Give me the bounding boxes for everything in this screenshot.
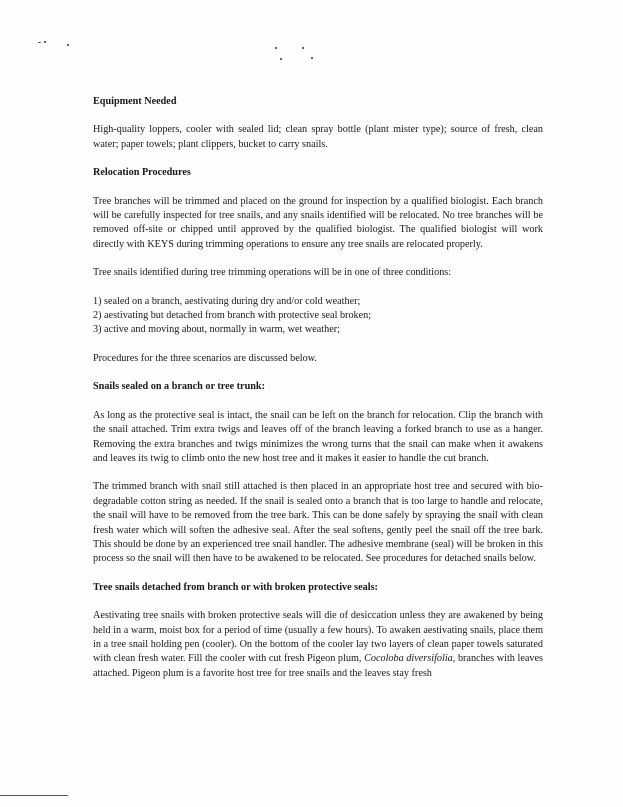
detached-text-b: branches with leaves attached. Pigeon plum is a favorite host tree for tree snails and the leaves stay fresh bbox=[93, 653, 543, 679]
scan-speck bbox=[275, 47, 277, 49]
detached-heading: Tree snails detached from branch or with broken protective seals: bbox=[93, 581, 378, 593]
equipment-heading: Equipment Needed bbox=[93, 96, 177, 107]
scan-speck bbox=[67, 44, 69, 46]
scan-speck bbox=[311, 57, 313, 59]
detached-text-a: Aestivating tree snails with broken protective seals will die of desiccation unless they are awakened by being held in a warm, moist box for a period of time (usually a few hours). To awaken aestivating snails, place them in a tree snail holding pen (cooler). On the bottom of the cooler lay two layers of clean paper towels saturated with clean fresh water. Fill the cooler with cut fresh Pigeon plum, bbox=[93, 610, 543, 665]
equipment-paragraph: High-quality loppers, cooler with sealed lid; clean spray bottle (plant mister type); source of fresh, clean water; paper towels; plant clippers, bucket to carry snails. bbox=[93, 124, 543, 150]
bottom-rule bbox=[0, 795, 68, 796]
scan-speck bbox=[38, 42, 41, 43]
condition-item-2: 2) aestivating but detached from branch with protective seal broken; bbox=[93, 310, 372, 322]
scan-speck bbox=[44, 41, 46, 43]
sealed-heading: Snails sealed on a branch or tree trunk: bbox=[93, 381, 265, 393]
sealed-paragraph-1: As long as the protective seal is intact, the snail can be left on the branch for relocation. Clip the branch with the snail attached. Trim extra twigs and leaves off of the branch leaving a forked branch to use as a hanger. Removing the extra branches and twigs minimizes the wrong turns that the snail can make when it awakens and leaves its twig to climb onto the new host tree and it makes it easier to handle the cut branch. bbox=[93, 409, 543, 464]
conditions-intro: Tree snails identified during tree trimming operations will be in one of three conditions: bbox=[93, 267, 452, 279]
relocation-paragraph: Tree branches will be trimmed and placed on the ground for inspection by a qualified biologist. Each branch will be carefully inspected for tree snails, and any snails identified will be relocated. No tree branches will be removed off-site or chipped until approved by the qualified biologist. The qualified biologist will work directly with KEYS during trimming operations to ensure any tree snails are relocated properly. bbox=[93, 195, 543, 250]
scan-speck bbox=[280, 58, 282, 60]
scenarios-paragraph: Procedures for the three scenarios are discussed below. bbox=[93, 352, 317, 364]
condition-item-1: 1) sealed on a branch, aestivating during dry and/or cold weather; bbox=[93, 295, 361, 307]
relocation-heading: Relocation Procedures bbox=[93, 167, 191, 179]
document-body bbox=[93, 95, 543, 681]
sealed-paragraph-2: The trimmed branch with snail still attached is then placed in an appropriate host tree and secured with bio-degradable cotton string as needed. If the snail is sealed onto a branch that is too large to handle and relocate, the snail will have to be removed from the tree bark. This can be done safely by spraying the snail with clean fresh water which will soften the adhesive seal. After the seal softens, gently peel the snail off the tree bark. This should be done by an experienced tree snail handler. The adhesive membrane (seal) will be broken in this process so the snail will then have to be awakened to be relocated. See procedures for detached snails below. bbox=[93, 481, 543, 565]
species-name: Cocoloba diversifolia, bbox=[364, 653, 456, 665]
detached-paragraph bbox=[93, 609, 543, 681]
scan-speck bbox=[302, 47, 304, 49]
condition-item-3: 3) active and moving about, normally in warm, wet weather; bbox=[93, 324, 340, 336]
